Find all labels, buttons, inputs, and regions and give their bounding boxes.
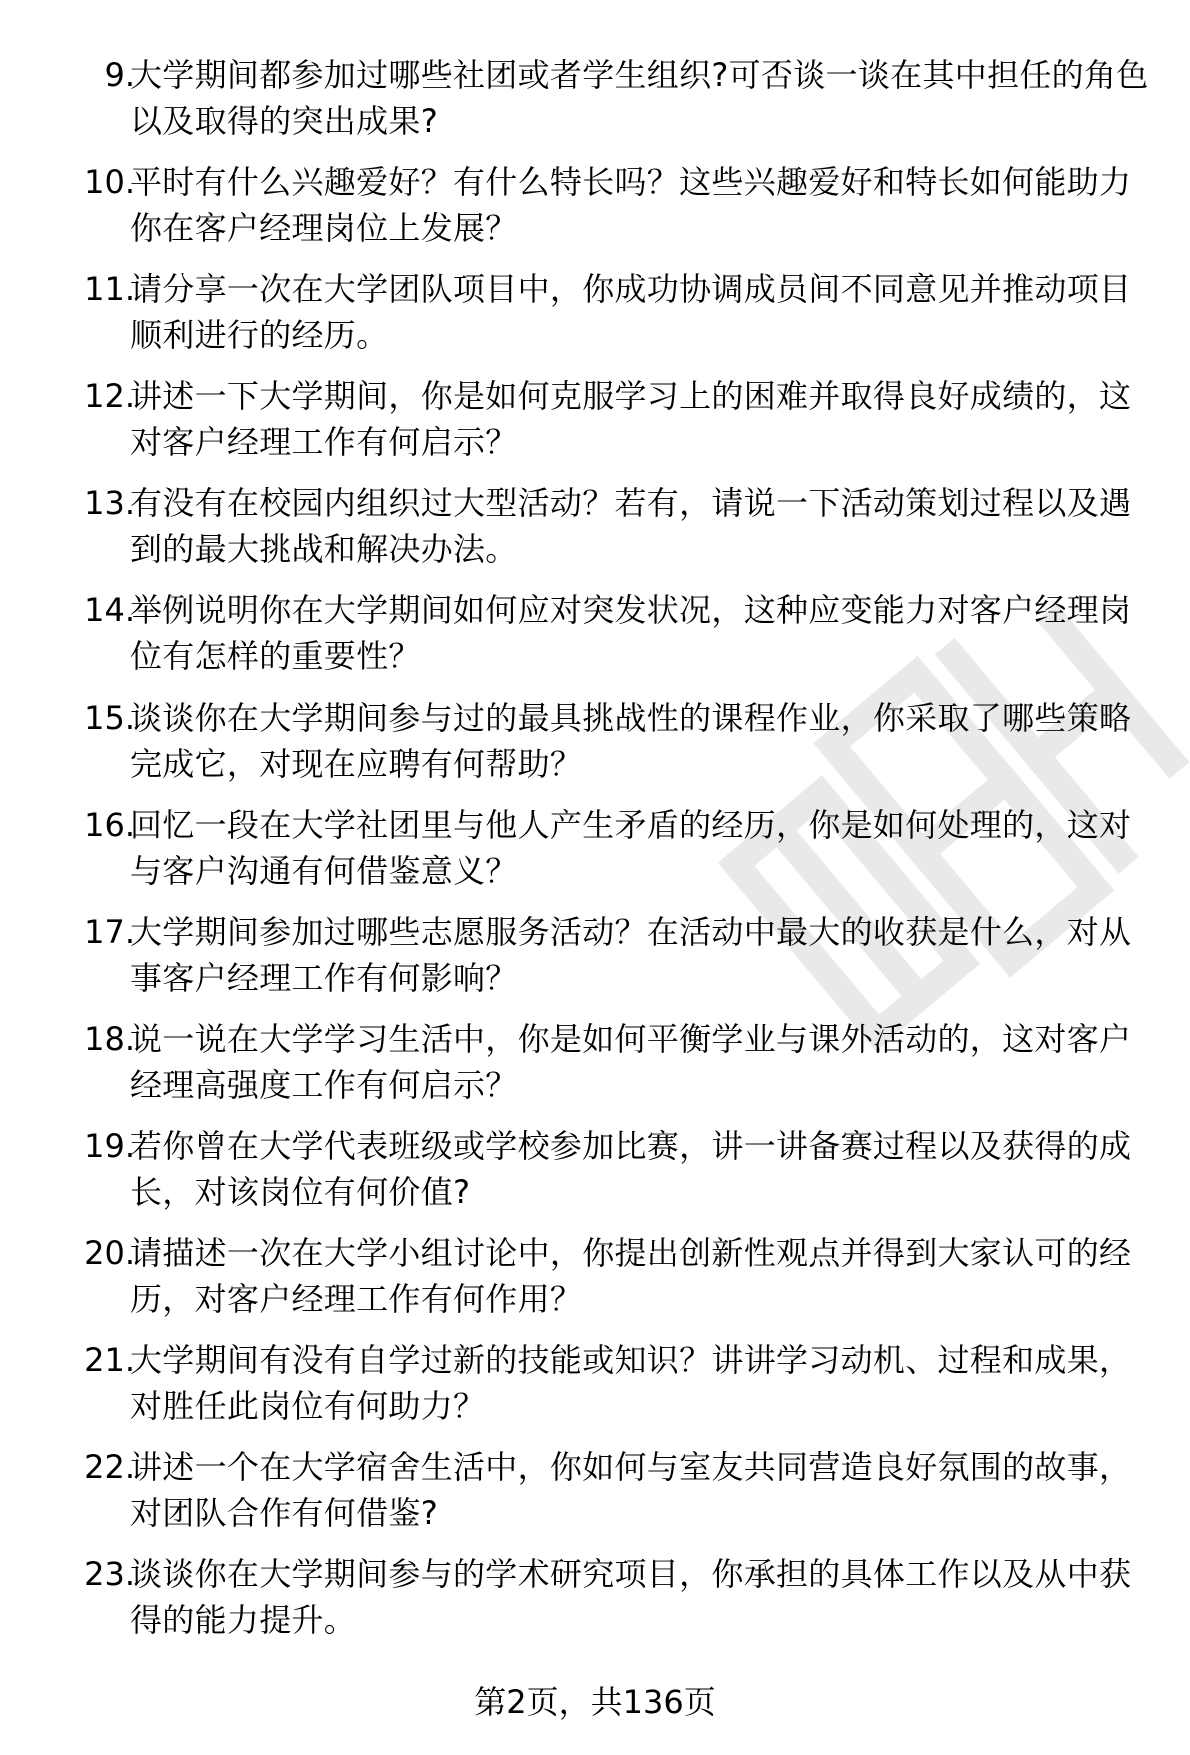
question-number: 11. bbox=[84, 270, 135, 309]
question-number: 19. bbox=[84, 1126, 135, 1165]
question-text: 若你曾在大学代表班级或学校参加比赛，讲一讲备赛过程以及获得的成长，对该岗位有何价值? bbox=[130, 1126, 1132, 1211]
question-number: 15. bbox=[84, 698, 135, 737]
question-number: 13. bbox=[84, 484, 135, 523]
list-item bbox=[0, 1551, 1190, 1658]
question-number: 18. bbox=[84, 1019, 135, 1058]
question-text: 大学期间都参加过哪些社团或者学生组织?可否谈一谈在其中担任的角色以及取得的突出成果? bbox=[130, 56, 1149, 140]
list-item bbox=[0, 1016, 1190, 1123]
list-item bbox=[0, 802, 1190, 909]
question-text: 请分享一次在大学团队项目中，你成功协调成员间不同意见并推动项目顺利进行的经历。 bbox=[130, 270, 1132, 355]
list-item bbox=[0, 159, 1190, 266]
question-text: 请描述一次在大学小组讨论中，你提出创新性观点并得到大家认可的经历，对客户经理工作有何作用？ bbox=[130, 1234, 1132, 1319]
question-number: 9. bbox=[104, 56, 135, 94]
question-text: 回忆一段在大学社团里与他人产生矛盾的经历，你是如何处理的，这对与客户沟通有何借鉴意义？ bbox=[130, 805, 1132, 890]
question-text: 谈谈你在大学期间参与过的最具挑战性的课程作业，你采取了哪些策略完成它，对现在应聘有何帮助？ bbox=[130, 698, 1132, 783]
question-number: 10. bbox=[84, 163, 135, 202]
question-number: 12. bbox=[84, 377, 135, 416]
question-number: 17. bbox=[84, 912, 135, 951]
question-text: 说一说在大学学习生活中，你是如何平衡学业与课外活动的，这对客户经理高强度工作有何启示？ bbox=[130, 1019, 1132, 1104]
question-text: 举例说明你在大学期间如何应对突发状况，这种应变能力对客户经理岗位有怎样的重要性？ bbox=[130, 591, 1132, 676]
question-text: 讲述一个在大学宿舍生活中，你如何与室友共同营造良好氛围的故事，对团队合作有何借鉴? bbox=[130, 1448, 1132, 1533]
list-item bbox=[0, 52, 1190, 159]
page-footer: 第2页，共136页 bbox=[474, 1683, 716, 1721]
list-item bbox=[0, 1337, 1190, 1444]
question-text: 平时有什么兴趣爱好？有什么特长吗？这些兴趣爱好和特长如何能助力你在客户经理岗位上发展？ bbox=[130, 163, 1132, 248]
question-number: 21. bbox=[84, 1341, 135, 1380]
list-item bbox=[0, 373, 1190, 480]
list-item bbox=[0, 1230, 1190, 1337]
question-number: 22. bbox=[84, 1448, 135, 1487]
list-item bbox=[0, 695, 1190, 802]
list-item bbox=[0, 909, 1190, 1016]
question-text: 有没有在校园内组织过大型活动？若有，请说一下活动策划过程以及遇到的最大挑战和解决办法。 bbox=[130, 484, 1132, 569]
question-text: 大学期间有没有自学过新的技能或知识？讲讲学习动机、过程和成果，对胜任此岗位有何助力？ bbox=[130, 1341, 1132, 1426]
question-text: 谈谈你在大学期间参与的学术研究项目，你承担的具体工作以及从中获得的能力提升。 bbox=[130, 1555, 1132, 1640]
question-list bbox=[0, 52, 1190, 1658]
question-text: 大学期间参加过哪些志愿服务活动？在活动中最大的收获是什么，对从事客户经理工作有何影响？ bbox=[130, 912, 1132, 997]
list-item bbox=[0, 1123, 1190, 1230]
list-item bbox=[0, 587, 1190, 694]
question-number: 23. bbox=[84, 1555, 135, 1594]
question-number: 16. bbox=[84, 805, 135, 844]
question-number: 20. bbox=[84, 1234, 135, 1273]
list-item bbox=[0, 266, 1190, 373]
question-number: 14. bbox=[84, 591, 135, 630]
list-item bbox=[0, 1444, 1190, 1551]
list-item bbox=[0, 480, 1190, 587]
question-text: 讲述一下大学期间，你是如何克服学习上的困难并取得良好成绩的，这对客户经理工作有何启示？ bbox=[130, 377, 1132, 462]
